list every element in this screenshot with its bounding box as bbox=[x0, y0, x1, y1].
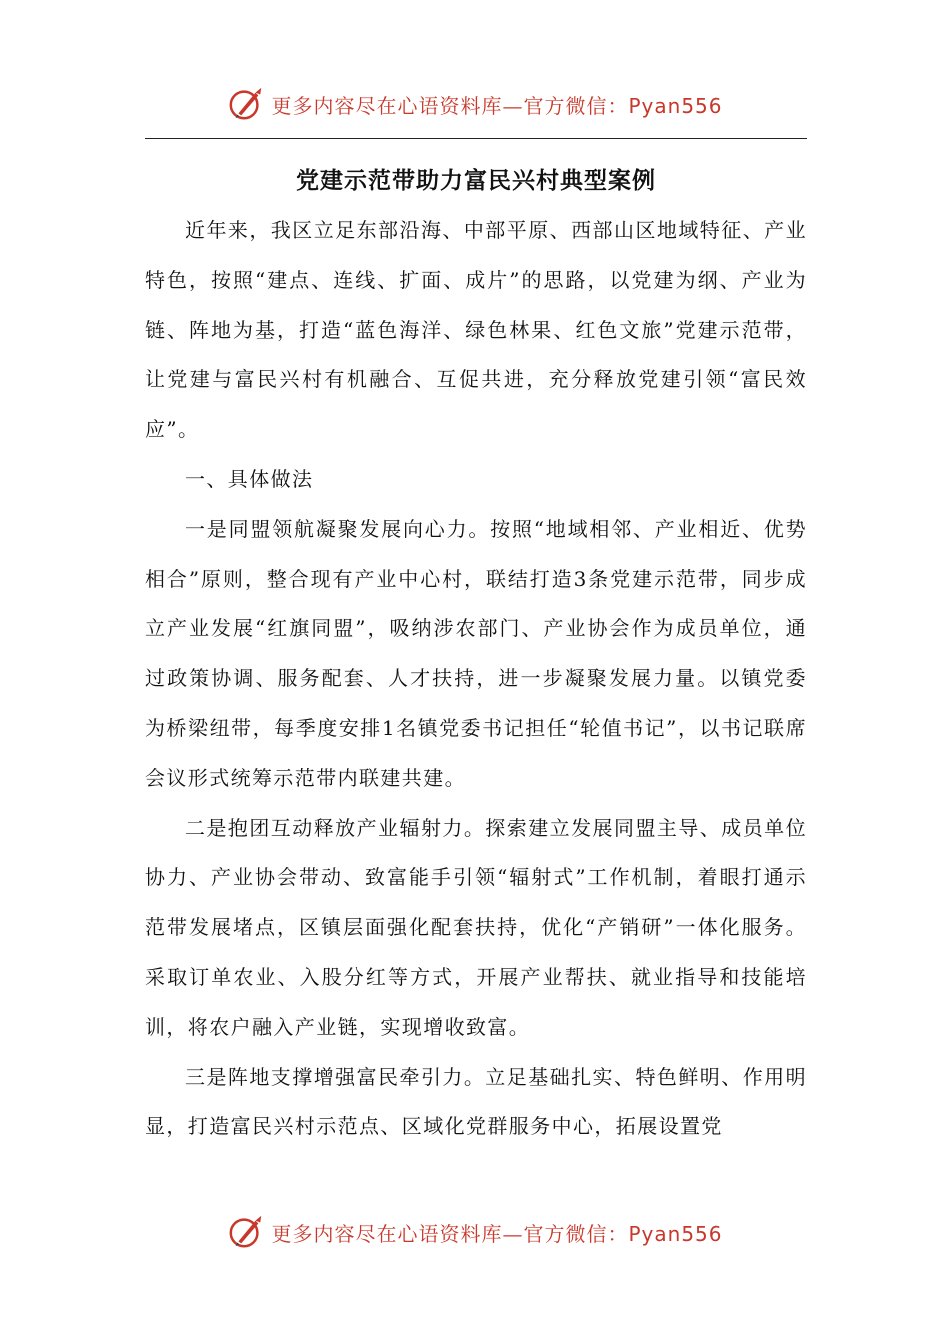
paragraph-point-2: 二是抱团互动释放产业辐射力。探索建立发展同盟主导、成员单位协力、产业协会带动、致富能手引领“辐射式”工作机制，着眼打通示范带发展堵点，区镇层面强化配套扶持，优化“产销研”一体化服务。采取订单农业、入股分红等方式，开展产业帮扶、就业指导和技能培训，将农户融入产业链，实现增收致富。 bbox=[145, 815, 807, 1039]
quill-pen-logo-icon bbox=[227, 85, 265, 123]
header-watermark bbox=[0, 82, 950, 126]
watermark-wechat-id: Pyan556 bbox=[628, 93, 723, 118]
watermark-text: 更多内容尽在心语资料库—官方微信：Pyan556 bbox=[271, 93, 723, 118]
document-body bbox=[145, 206, 807, 1152]
watermark-text: 更多内容尽在心语资料库—官方微信：Pyan556 bbox=[271, 1221, 723, 1246]
header-divider bbox=[145, 138, 807, 139]
paragraph-intro: 近年来，我区立足东部沿海、中部平原、西部山区地域特征、产业特色，按照“建点、连线、扩面、成片”的思路，以党建为纲、产业为链、阵地为基，打造“蓝色海洋、绿色林果、红色文旅”党建示范带，让党建与富民兴村有机融合、互促共进，充分释放党建引领“富民效应”。 bbox=[145, 218, 807, 442]
paragraph-point-3: 三是阵地支撑增强富民牵引力。立足基础扎实、特色鲜明、作用明显，打造富民兴村示范点、区域化党群服务中心，拓展设置党 bbox=[145, 1064, 807, 1139]
paragraph-point-1: 一是同盟领航凝聚发展向心力。按照“地域相邻、产业相近、优势相合”原则，整合现有产业中心村，联结打造3条党建示范带，同步成立产业发展“红旗同盟”，吸纳涉农部门、产业协会作为成员单位，通过政策协调、服务配套、人才扶持，进一步凝聚发展力量。以镇党委为桥梁纽带，每季度安排1名镇党委书记担任“轮值书记”，以书记联席会议形式统筹示范带内联建共建。 bbox=[145, 516, 807, 790]
footer-watermark bbox=[0, 1210, 950, 1254]
quill-pen-logo-icon bbox=[227, 1213, 265, 1251]
section-heading: 一、具体做法 bbox=[185, 466, 314, 491]
watermark-wechat-id: Pyan556 bbox=[628, 1221, 723, 1246]
document-title: 党建示范带助力富民兴村典型案例 bbox=[296, 168, 656, 194]
